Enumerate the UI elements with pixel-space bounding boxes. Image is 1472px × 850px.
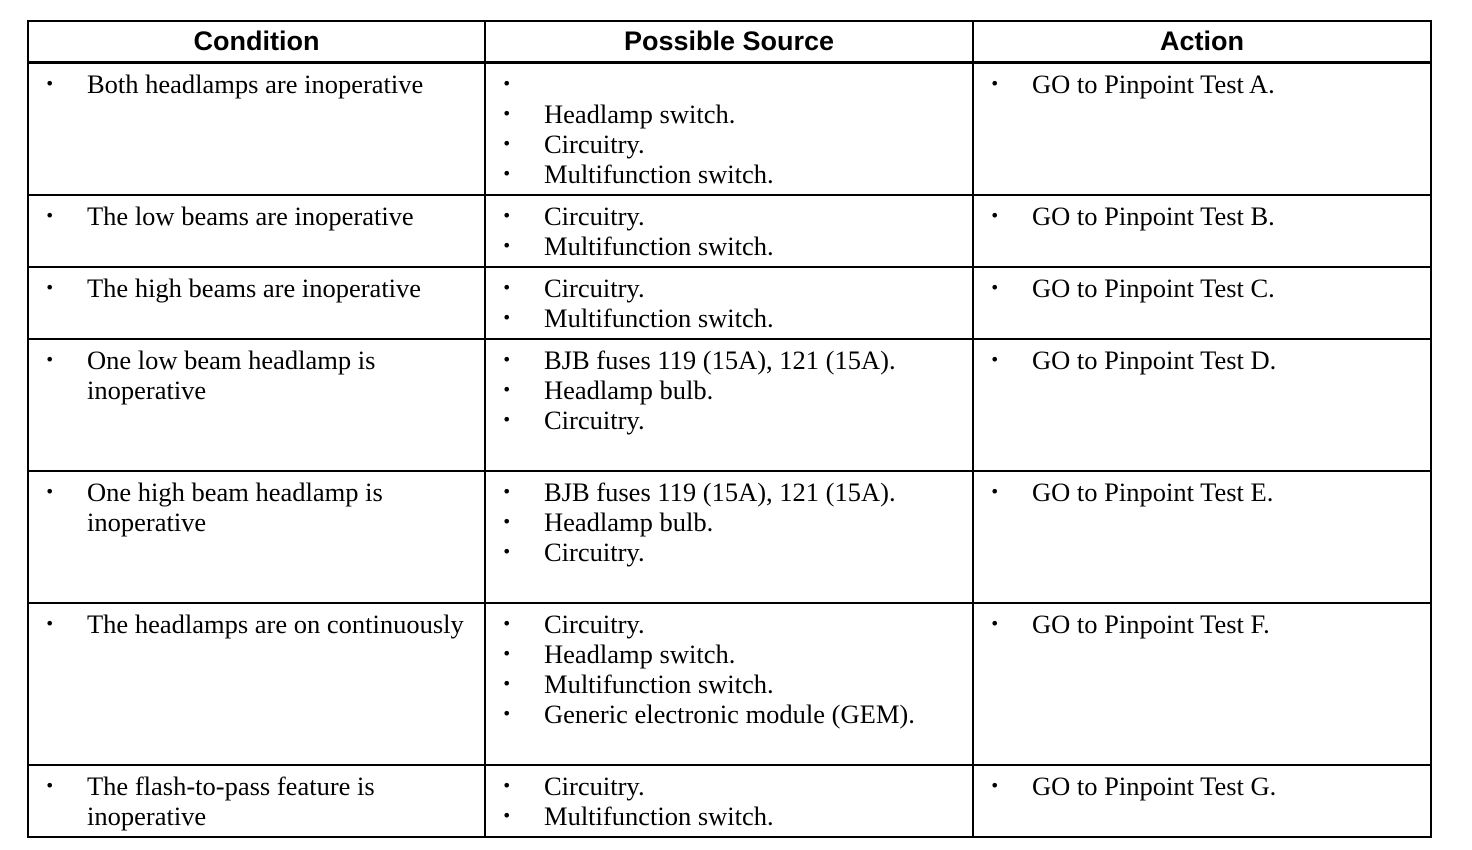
condition-text: The low beams are inoperative: [87, 201, 414, 231]
source-text: Circuitry.: [544, 201, 645, 231]
bullet-icon: •: [502, 410, 512, 429]
action-item: [980, 201, 1424, 231]
bullet-icon: •: [45, 482, 55, 501]
condition-cell: [28, 195, 485, 267]
source-cell: [485, 267, 973, 339]
action-cell: [973, 765, 1431, 837]
bullet-icon: •: [502, 236, 512, 255]
source-text: Circuitry.: [544, 273, 645, 303]
source-item: [492, 129, 966, 159]
action-text: GO to Pinpoint Test D.: [1032, 345, 1277, 375]
action-cell: [973, 471, 1431, 603]
source-item: [492, 159, 966, 189]
table-row: [28, 195, 1431, 267]
source-text: Multifunction switch.: [544, 159, 774, 189]
condition-cell: [28, 471, 485, 603]
condition-item: [35, 201, 478, 231]
condition-text: One high beam headlamp is inoperative: [87, 477, 383, 537]
bullet-icon: •: [502, 542, 512, 561]
source-text: Circuitry.: [544, 609, 645, 639]
source-item: [492, 609, 966, 639]
bullet-icon: •: [990, 776, 1000, 795]
source-item: [492, 201, 966, 231]
bullet-icon: •: [45, 350, 55, 369]
symptom-chart-table: [27, 20, 1432, 838]
condition-cell: [28, 63, 485, 196]
bullet-icon: •: [502, 806, 512, 825]
source-text: Circuitry.: [544, 405, 645, 435]
condition-text: Both headlamps are inoperative: [87, 69, 424, 99]
bullet-icon: •: [990, 206, 1000, 225]
action-text: GO to Pinpoint Test F.: [1032, 609, 1270, 639]
source-item: [492, 99, 966, 129]
bullet-icon: •: [502, 134, 512, 153]
source-item: [492, 771, 966, 801]
bullet-icon: •: [502, 380, 512, 399]
action-item: [980, 477, 1424, 507]
table-row: [28, 339, 1431, 471]
action-text: GO to Pinpoint Test B.: [1032, 201, 1275, 231]
bullet-icon: •: [502, 308, 512, 327]
condition-item: [35, 273, 478, 303]
bullet-icon: •: [502, 164, 512, 183]
table-row: [28, 765, 1431, 837]
bullet-icon: •: [502, 776, 512, 795]
source-cell: [485, 603, 973, 765]
source-cell: [485, 471, 973, 603]
source-text: Multifunction switch.: [544, 231, 774, 261]
source-text: Circuitry.: [544, 537, 645, 567]
bullet-icon: •: [45, 614, 55, 633]
bullet-icon: •: [990, 74, 1000, 93]
action-cell: [973, 339, 1431, 471]
condition-item: [35, 345, 478, 405]
action-text: GO to Pinpoint Test C.: [1032, 273, 1275, 303]
source-item: [492, 405, 966, 435]
condition-text: The high beams are inoperative: [87, 273, 422, 303]
table-row: [28, 267, 1431, 339]
action-text: GO to Pinpoint Test E.: [1032, 477, 1274, 507]
condition-text: One low beam headlamp is inoperative: [87, 345, 376, 405]
source-text: BJB fuses 119 (15A), 121 (15A).: [544, 477, 896, 507]
source-item: [492, 69, 966, 99]
source-item: [492, 477, 966, 507]
source-item: [492, 537, 966, 567]
bullet-icon: •: [502, 482, 512, 501]
source-item: [492, 801, 966, 831]
bullet-icon: •: [45, 74, 55, 93]
bullet-icon: •: [45, 278, 55, 297]
action-text: GO to Pinpoint Test G.: [1032, 771, 1277, 801]
bullet-icon: •: [502, 644, 512, 663]
bullet-icon: •: [502, 278, 512, 297]
condition-text: The headlamps are on continuously: [87, 609, 464, 639]
bullet-icon: •: [502, 104, 512, 123]
bullet-icon: •: [502, 350, 512, 369]
source-item: [492, 375, 966, 405]
header-possible-source: Possible Source: [485, 21, 973, 63]
bullet-icon: •: [990, 614, 1000, 633]
action-item: [980, 609, 1424, 639]
condition-item: [35, 477, 478, 537]
source-text: Headlamp switch.: [544, 99, 736, 129]
bullet-icon: •: [990, 482, 1000, 501]
table-row: [28, 63, 1431, 196]
bullet-icon: •: [502, 74, 512, 93]
condition-cell: [28, 339, 485, 471]
source-cell: [485, 765, 973, 837]
condition-text: The flash-to-pass feature is inoperative: [87, 771, 375, 831]
action-item: [980, 345, 1424, 375]
source-cell: [485, 63, 973, 196]
bullet-icon: •: [502, 206, 512, 225]
source-text: Headlamp switch.: [544, 639, 736, 669]
source-item: [492, 669, 966, 699]
source-cell: [485, 195, 973, 267]
condition-cell: [28, 765, 485, 837]
source-text: Headlamp bulb.: [544, 375, 714, 405]
header-condition: Condition: [28, 21, 485, 63]
source-item: [492, 231, 966, 261]
bullet-icon: •: [502, 614, 512, 633]
bullet-icon: •: [45, 776, 55, 795]
action-item: [980, 771, 1424, 801]
source-text: Multifunction switch.: [544, 801, 774, 831]
bullet-icon: •: [502, 674, 512, 693]
table-row: [28, 471, 1431, 603]
source-item: [492, 639, 966, 669]
source-text: Generic electronic module (GEM).: [544, 699, 915, 729]
source-cell: [485, 339, 973, 471]
condition-item: [35, 609, 478, 639]
bullet-icon: •: [990, 278, 1000, 297]
source-text: Multifunction switch.: [544, 669, 774, 699]
source-item: [492, 345, 966, 375]
condition-item: [35, 69, 478, 99]
source-text: Circuitry.: [544, 129, 645, 159]
source-text: BJB fuses 119 (15A), 121 (15A).: [544, 345, 896, 375]
bullet-icon: •: [502, 704, 512, 723]
source-item: [492, 507, 966, 537]
condition-cell: [28, 267, 485, 339]
source-text: Multifunction switch.: [544, 303, 774, 333]
header-action: Action: [973, 21, 1431, 63]
header-row: [28, 21, 1431, 63]
bullet-icon: •: [45, 206, 55, 225]
bullet-icon: •: [990, 350, 1000, 369]
action-item: [980, 69, 1424, 99]
condition-item: [35, 771, 478, 831]
table-row: [28, 603, 1431, 765]
source-item: [492, 273, 966, 303]
source-text: Headlamp bulb.: [544, 507, 714, 537]
source-item: [492, 303, 966, 333]
bullet-icon: •: [502, 512, 512, 531]
action-cell: [973, 195, 1431, 267]
source-text: Circuitry.: [544, 771, 645, 801]
condition-cell: [28, 603, 485, 765]
action-cell: [973, 63, 1431, 196]
action-item: [980, 273, 1424, 303]
source-item: [492, 699, 966, 729]
action-cell: [973, 603, 1431, 765]
action-cell: [973, 267, 1431, 339]
action-text: GO to Pinpoint Test A.: [1032, 69, 1275, 99]
